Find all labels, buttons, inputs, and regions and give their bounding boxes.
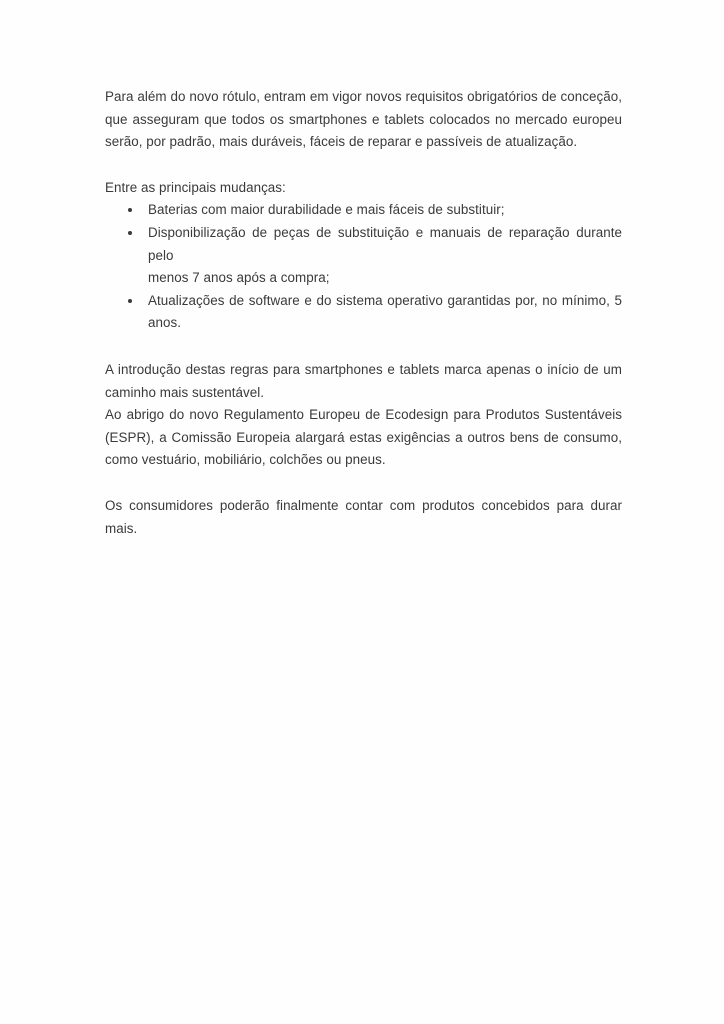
bullet-icon [128,299,132,303]
list-item [105,199,622,222]
text-line: A introdução destas regras para smartphones e tablets marca apenas o início de um [105,361,622,377]
text-line: Para além do novo rótulo, entram em vigor novos requisitos obrigatórios de conceção, [105,89,622,104]
text-line: (ESPR), a Comissão Europeia alargará estas exigências a outros bens de consumo, [105,429,622,445]
text-line: Os consumidores poderão finalmente contar com produtos concebidos para durar mais. [105,497,622,536]
paragraph-spacer [105,472,622,495]
text-line: Atualizações de software e do sistema operativo garantidas por, no mínimo, 5 [148,292,622,308]
bullet-icon [128,231,132,235]
text-line: Ao abrigo do novo Regulamento Europeu de Ecodesign para Produtos Sustentáveis [105,407,622,423]
text-line: como vestuário, mobiliário, colchões ou pneus. [105,452,386,468]
paragraph-new-requirements [105,86,622,154]
text-line: menos 7 anos após a compra; [148,270,330,286]
list-item [105,222,622,290]
list-item [105,290,622,335]
list-intro: Entre as principais mudanças: [105,179,286,195]
text-line: anos. [148,315,182,331]
paragraph-consumers [105,495,622,540]
changes-list [105,199,622,335]
paragraph-sustainable-path [105,359,622,404]
text-line: que asseguram que todos os smartphones e tablets colocados no mercado europeu [105,111,622,127]
paragraph-spacer [105,154,622,177]
paragraph-espr [105,404,622,472]
paragraph-spacer [105,335,622,359]
text-line: caminho mais sustentável. [105,384,265,400]
text-line: Disponibilização de peças de substituição e manuais de reparação durante pelo [148,224,622,263]
bullet-icon [128,208,132,212]
text-line: serão, por padrão, mais duráveis, fáceis de reparar e passíveis de atualização. [105,134,578,150]
document-body [105,86,622,540]
text-line: Baterias com maior durabilidade e mais fáceis de substituir; [148,202,505,218]
